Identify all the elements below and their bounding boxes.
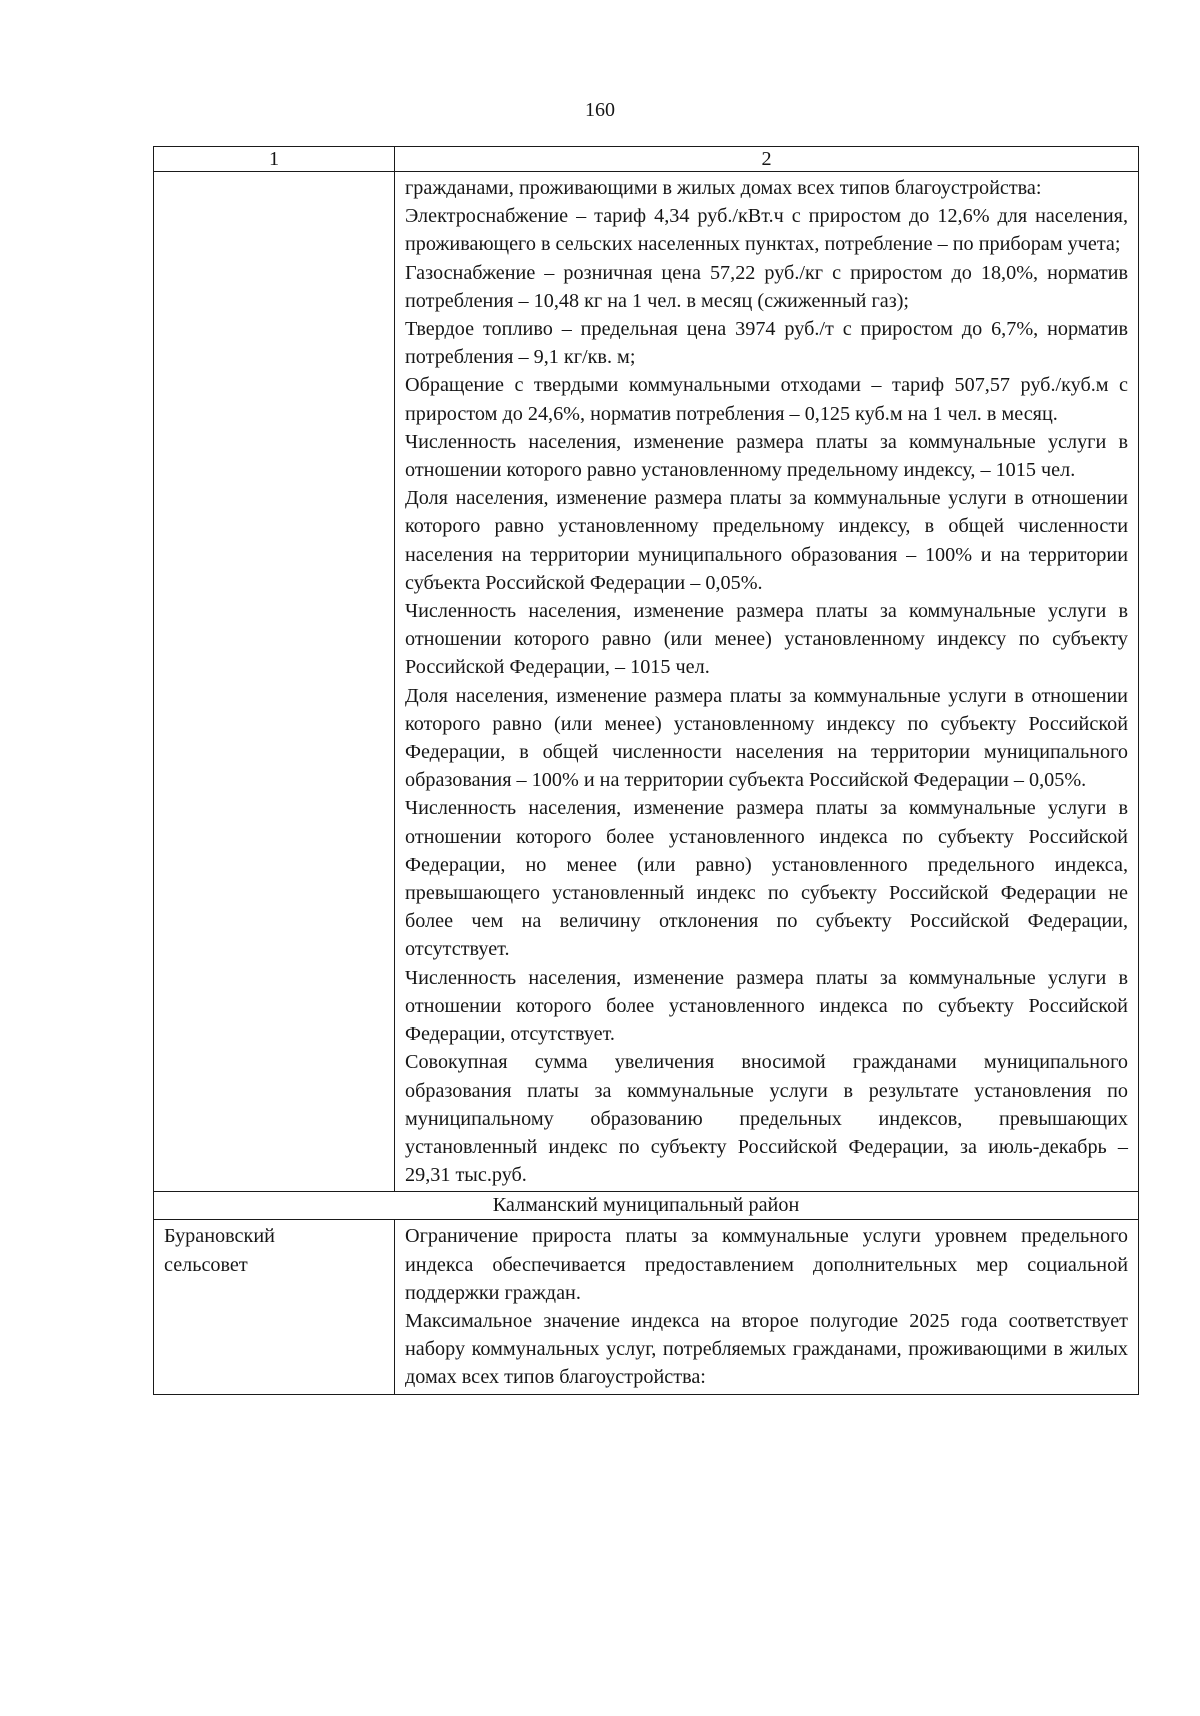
paragraph: Доля населения, изменение размера платы за коммунальные услуги в отношении которого равно установленному предельному индексу, в общей численности населения на территории муниципального образования – 100% и на территории субъекта Российской Федерации – 0,05%.: [405, 487, 1128, 594]
column-header-2: 2: [395, 147, 1139, 172]
paragraph: Максимальное значение индекса на второе полугодие 2025 года соответствует набору коммунальных услуг, потребляемых гражданами, проживающими в жилых домах всех типов благоустройства:: [405, 1309, 1128, 1389]
paragraph: Газоснабжение – розничная цена 57,22 руб./кг с приростом до 18,0%, норматив потребления – 10,48 кг на 1 чел. в месяц (сжиженный газ);: [405, 261, 1128, 312]
paragraph: гражданами, проживающими в жилых домах всех типов благоустройства:: [405, 177, 1042, 199]
column-header-1: 1: [154, 147, 395, 172]
page-number: 160: [585, 99, 615, 121]
region-row: [154, 1192, 1139, 1220]
paragraph: Доля населения, изменение размера платы за коммунальные услуги в отношении которого равно (или менее) установленному индексу по субъекту Российской Федерации, в общей численности населения на территории муниципального образования – 100% и на территории субъекта Российской Федерации – 0,05%.: [405, 684, 1128, 792]
settlement-cell-empty: [154, 172, 395, 1192]
settlement-name-line: Бурановский: [164, 1225, 275, 1248]
tariff-table: [153, 146, 1139, 1395]
paragraph: Численность населения, изменение размера платы за коммунальные услуги в отношении которого более установленного индекса по субъекту Российской Федерации, но менее (или равно) установленного предельного индекса, превышающего установленный индекс по субъекту Российской Федерации не более чем на величину отклонения по субъекту Российской Федерации, отсутствует.: [405, 797, 1128, 961]
paragraph: Электроснабжение – тариф 4,34 руб./кВт.ч с приростом до 12,6% для населения, проживающего в сельских населенных пунктах, потребление – по приборам учета;: [405, 205, 1128, 256]
settlement-name-line: сельсовет: [164, 1253, 248, 1276]
paragraph: Численность населения, изменение размера платы за коммунальные услуги в отношении которого равно (или менее) установленному индексу по субъекту Российской Федерации, – 1015 чел.: [405, 600, 1128, 679]
description-cell: [395, 1220, 1139, 1394]
paragraph: Совокупная сумма увеличения вносимой гражданами муниципального образования платы за коммунальные услуги в результате установления по муниципальному образованию предельных индексов, превышающих установленный индекс по субъекту Российской Федерации, за июль-декабрь – 29,31 тыс.руб.: [405, 1051, 1128, 1187]
paragraph: Численность населения, изменение размера платы за коммунальные услуги в отношении которого более установленного индекса по субъекту Российской Федерации, отсутствует.: [405, 966, 1128, 1046]
paragraph: Обращение с твердыми коммунальными отходами – тариф 507,57 руб./куб.м с приростом до 24,6%, норматив потребления – 0,125 куб.м на 1 чел. в месяц.: [405, 374, 1128, 425]
settlement-name-cell: [154, 1220, 395, 1394]
table-row-entry: [154, 1220, 1139, 1394]
region-title: Калманский муниципальный район: [154, 1192, 1139, 1220]
paragraph: Твердое топливо – предельная цена 3974 руб./т с приростом до 6,7%, норматив потребления – 9,1 кг/кв. м;: [405, 318, 1128, 369]
table-row-continuation: [154, 172, 1139, 1192]
paragraph: Численность населения, изменение размера платы за коммунальные услуги в отношении которого равно установленному предельному индексу, – 1015 чел.: [405, 430, 1128, 482]
description-cell: [395, 172, 1139, 1192]
table-header-row: [154, 147, 1139, 172]
paragraph: Ограничение прироста платы за коммунальные услуги уровнем предельного индекса обеспечивается предоставлением дополнительных мер социальной поддержки граждан.: [405, 1225, 1128, 1304]
